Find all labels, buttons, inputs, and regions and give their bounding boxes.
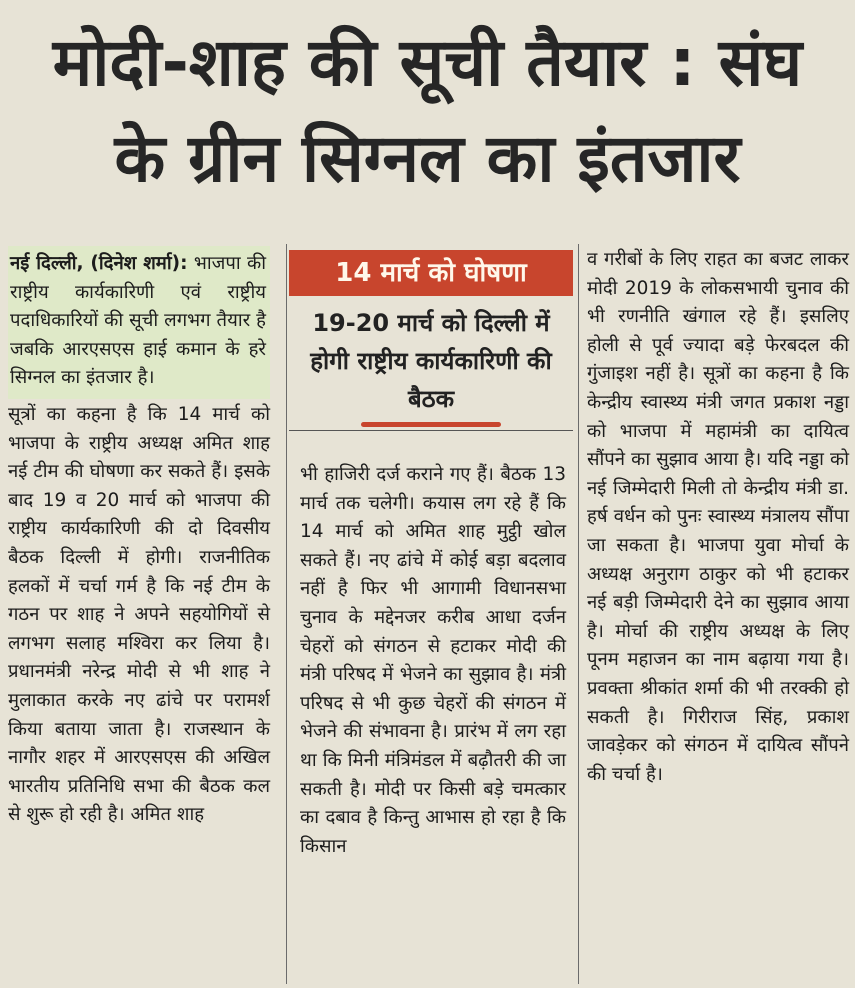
column-3-text: व गरीबों के लिए राहत का बजट लाकर मोदी 2019 के लोकसभायी चुनाव की भी रणनीति खंगाल रहे हैं। इसलिए होली से पूर्व ज्यादा बड़े फेरबदल की गुंजाइश नहीं है। सूत्रों का कहना है कि केन्द्रीय स्वास्थ्य मंत्री जगत प्रकाश नड्डा को भाजपा में महामंत्री का दायित्व सौंपने का सुझाव आया है। यदि नड्डा को नई जिम्मेदारी मिली तो केन्द्रीय मंत्री डा. हर्ष वर्धन को पुनः स्वास्थ्य मंत्रालय सौंपा जा सकता है। भाजपा युवा मोर्चा के अध्यक्ष अनुराग ठाकुर को भी हटाकर नई बड़ी जिम्मेदारी देने का सुझाव आया है। मोर्चा की राष्ट्रीय अध्यक्ष के लिए पूनम महाजन का नाम बढ़ाया गया है। प्रवक्ता श्रीकांत शर्मा की भी तरक्की हो सकती है। गिरीराज सिंह, प्रकाश जावड़ेकर को संगठन में दायित्व सौंपने की चर्चा है।: [587, 249, 849, 785]
lead-text: भाजपा की राष्ट्रीय कार्यकारिणी एवं राष्ट्रीय पदाधिकारियों की सूची लगभग तैयार है जबकि आरएसएस हाई कमान के हरे सिग्नल का इंतजार है।: [10, 253, 266, 389]
sidebar-box: [289, 246, 575, 458]
lead-paragraph: [8, 246, 270, 399]
dateline: नई दिल्ली, (दिनेश शर्मा):: [10, 253, 188, 274]
column-2-text: भी हाजिरी दर्ज कराने गए हैं। बैठक 13 मार्च तक चलेगी। कयास लग रहे हैं कि 14 मार्च को अमित शाह मुट्ठी खोल सकते हैं। नए ढांचे में कोई बड़ा बदलाव नहीं है फिर भी आगामी विधानसभा चुनाव के मद्देनजर करीब आधा दर्जन चेहरों को संगठन से हटाकर मोदी की मंत्री परिषद में भेजने का सुझाव है। मंत्री परिषद से भी कुछ चेहरों की संगठन में भेजने की संभावना है। प्रारंभ में लग रहा था कि मिनी मंत्रिमंडल में बढ़ौतरी की जा सकती है। मोदी पर किसी बड़े चमत्कार का दबाव है किन्तु आभास हो रहा है कि किसान: [300, 464, 566, 857]
column-1-text: सूत्रों का कहना है कि 14 मार्च को भाजपा के राष्ट्रीय अध्यक्ष अमित शाह नई टीम की घोषणा कर सकते हैं। इसके बाद 19 व 20 मार्च को भाजपा की राष्ट्रीय कार्यकारिणी की दो दिवसीय बैठक दिल्ली में होगी। राजनीतिक हलकों में चर्चा गर्म है कि नई टीम के गठन पर शाह ने अपने सहयोगियों से लगभग सलाह मश्विरा कर लिया है। प्रधानमंत्री नरेन्द्र मोदी से भी शाह ने मुलाकात करके नए ढांचे पर परामर्श किया बताया जाता है। राजस्थान के नागौर शहर में आरएसएस की अखिल भारतीय प्रतिनिधि सभा की बैठक कल से शुरू हो रही है। अमित शाह: [8, 403, 270, 826]
article-column-2: [300, 461, 566, 861]
article-column-1: [8, 246, 270, 830]
headline-line-2: के ग्रीन सिग्नल का इंतजार: [114, 120, 741, 197]
sidebar-tag: 14 मार्च को घोषणा: [289, 250, 573, 296]
column-rule-right: [578, 244, 579, 984]
headline: [0, 0, 855, 228]
column-rule-left: [286, 244, 287, 984]
article-column-3: [587, 246, 849, 789]
sidebar-title: 19-20 मार्च को दिल्ली में होगी राष्ट्रीय कार्यकारिणी की बैठक: [310, 309, 552, 413]
headline-line-1: मोदी-शाह की सूची तैयार : संघ: [52, 24, 803, 101]
sidebar-underline: [361, 422, 501, 427]
sidebar-rule: [289, 430, 573, 431]
